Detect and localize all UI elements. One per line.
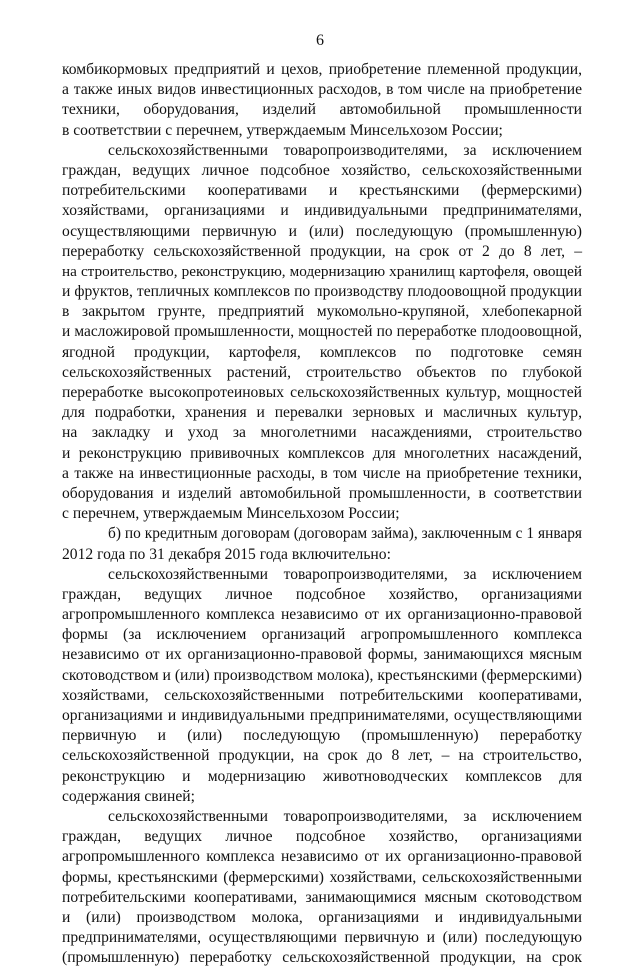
text-line: с перечнем, утверждаемым Минсельхозом России; <box>62 505 400 523</box>
text-line: сельскохозяйственных растений, строительство объектов по глубокой <box>62 363 582 381</box>
text-line: и фруктов, тепличных комплексов по производству плодоовощной продукции <box>62 283 582 301</box>
text-line: скотоводством и (или) производством молока), крестьянскими (фермерскими) <box>62 666 582 684</box>
text-line: агропромышленного комплекса независимо от их организационно-правовой <box>62 606 582 624</box>
text-line: сельскохозяйственными товаропроизводителями, за исключением <box>108 807 582 825</box>
text-line: и масложировой промышленности, мощностей по переработке плодоовощной, <box>62 323 582 341</box>
document-body <box>62 60 582 968</box>
text-line: независимо от их организационно-правовой формы, занимающихся мясным <box>62 646 582 664</box>
text-line: хозяйствами, сельскохозяйственными потребительскими кооперативами, <box>62 686 582 704</box>
text-line: осуществляющими первичную и (или) последующую (промышленную) <box>62 222 582 240</box>
text-line: а также на инвестиционные расходы, в том числе на приобретение техники, <box>62 464 582 482</box>
text-line: организациями и индивидуальными предпринимателями, осуществляющими <box>62 707 582 724</box>
text-line: формы, крестьянскими (фермерскими) хозяйствами, сельскохозяйственными <box>62 868 582 886</box>
text-line: агропромышленного комплекса независимо от их организационно-правовой <box>62 848 582 866</box>
text-line: сельскохозяйственными товаропроизводителями, за исключением <box>108 141 582 159</box>
text-line: потребительскими кооперативами, занимающимися мясным скотоводством <box>62 888 582 906</box>
text-line: и (или) производством молока, организациями и индивидуальными <box>62 908 582 926</box>
text-line: б) по кредитным договорам (договорам займа), заключенным с 1 января <box>108 525 582 543</box>
text-line: комбикормовых предприятий и цехов, приобретение племенной продукции, <box>62 61 582 78</box>
text-line: 2012 года по 31 декабря 2015 года включительно: <box>62 545 391 563</box>
text-line: граждан, ведущих личное подсобное хозяйство, организациями <box>62 828 582 846</box>
text-line: переработке высокопротеиновых сельскохозяйственных культур, мощностей <box>62 384 582 401</box>
text-line: а также иных видов инвестиционных расходов, в том числе на приобретение <box>62 81 582 99</box>
text-line: формы (за исключением организаций агропромышленного комплекса <box>62 626 582 644</box>
text-line: первичную и (или) последующую (промышленную) переработку <box>62 727 582 745</box>
text-line: содержания свиней; <box>62 787 195 805</box>
page-number: 6 <box>316 32 324 49</box>
text-line: оборудования и изделий автомобильной промышленности, в соответствии <box>62 484 582 502</box>
text-line: сельскохозяйственной продукции, на срок до 8 лет, – на строительство, <box>62 747 582 765</box>
text-line: граждан, ведущих личное подсобное хозяйство, организациями <box>62 585 582 603</box>
text-line: потребительскими кооперативами и крестьянскими (фермерскими) <box>62 182 582 200</box>
text-line: реконструкцию и модернизацию животноводческих комплексов для <box>62 767 582 785</box>
text-line: переработку сельскохозяйственной продукции, на срок от 2 до 8 лет, – <box>62 242 582 260</box>
text-line: граждан, ведущих личное подсобное хозяйство, сельскохозяйственными <box>62 161 582 179</box>
text-line: техники, оборудования, изделий автомобильной промышленности <box>62 101 582 119</box>
text-line: (промышленную) переработку сельскохозяйственной продукции, на срок <box>62 949 582 967</box>
text-line: предпринимателями, осуществляющими первичную и (или) последующую <box>62 929 582 947</box>
text-line: в соответствии с перечнем, утверждаемым Минсельхозом России; <box>62 121 503 139</box>
text-line: и реконструкцию прививочных комплексов для многолетних насаждений, <box>62 444 582 462</box>
text-line: сельскохозяйственными товаропроизводителями, за исключением <box>108 565 582 583</box>
text-line: в закрытом грунте, предприятий мукомольно-крупяной, хлебопекарной <box>62 303 582 321</box>
text-line: для подработки, хранения и перевалки зерновых и масличных культур, <box>62 404 582 422</box>
text-line: хозяйствами, организациями и индивидуальными предпринимателями, <box>62 202 582 220</box>
text-line: на строительство, реконструкцию, модернизацию хранилищ картофеля, овощей <box>62 262 582 280</box>
text-line: ягодной продукции, картофеля, комплексов по подготовке семян <box>62 343 582 361</box>
text-line: на закладку и уход за многолетними насаждениями, строительство <box>62 424 582 442</box>
